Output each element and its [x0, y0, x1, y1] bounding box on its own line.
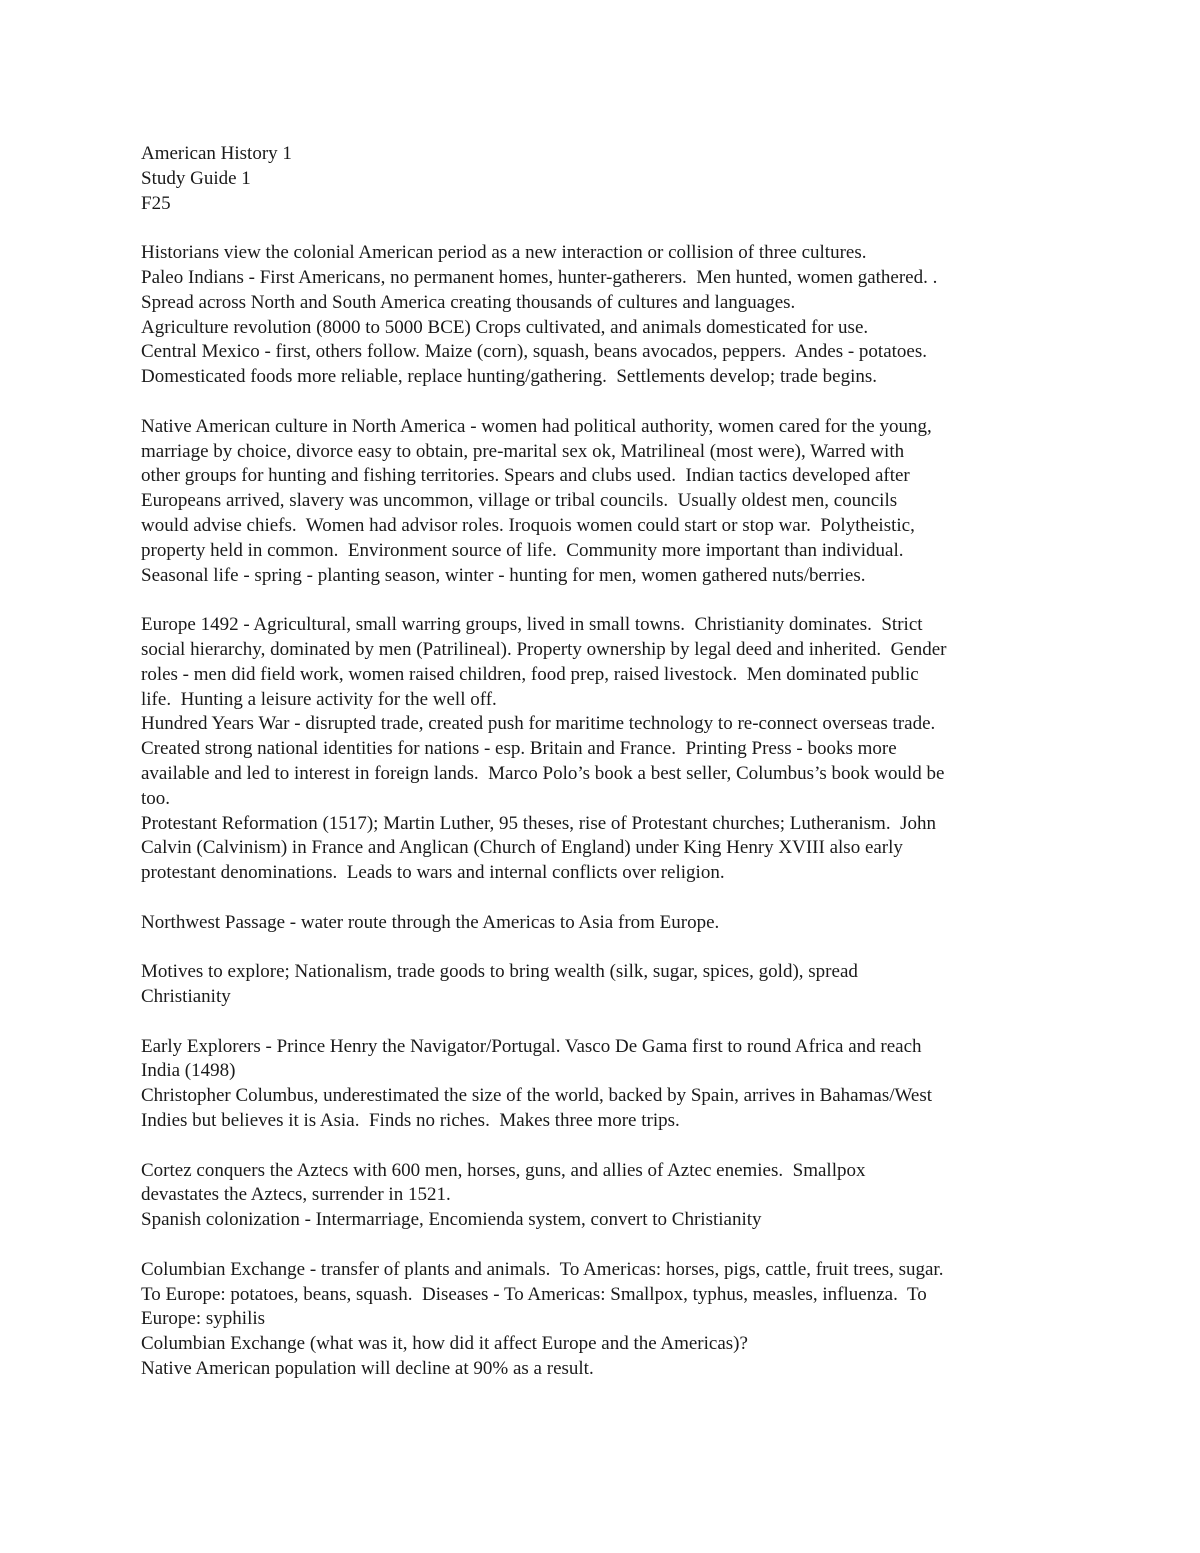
- spacer: [141, 1134, 1071, 1159]
- text-line: Native American culture in North America - women had political authority, women cared for the young,: [141, 415, 932, 437]
- text-line: Christianity: [141, 986, 231, 1008]
- text-line: Europe 1492 - Agricultural, small warring groups, lived in small towns. Christianity dominates. Strict: [141, 614, 923, 636]
- text-line: social hierarchy, dominated by men (Patrilineal). Property ownership by legal deed and inherited. Gender: [141, 638, 947, 660]
- text-line: Europe: syphilis: [141, 1308, 266, 1330]
- paragraph-europe-1492: [141, 613, 1071, 886]
- spacer: [141, 1010, 1071, 1035]
- text-line: available and led to interest in foreign lands. Marco Polo’s book a best seller, Columbus’s book would be: [141, 762, 945, 784]
- text-line: Cortez conquers the Aztecs with 600 men, horses, guns, and allies of Aztec enemies. Smallpox: [141, 1159, 866, 1181]
- text-line: Spread across North and South America creating thousands of cultures and languages.: [141, 291, 796, 313]
- document-body: [141, 142, 1071, 1382]
- spacer: [141, 216, 1071, 241]
- paragraph-early-explorers: [141, 1035, 1071, 1134]
- text-line: Domesticated foods more reliable, replace hunting/gathering. Settlements develop; trade begins.: [141, 366, 878, 388]
- paragraph-intro: [141, 241, 1071, 390]
- text-line: Protestant Reformation (1517); Martin Luther, 95 theses, rise of Protestant churches; Lutheranism. John: [141, 812, 936, 834]
- text-line: Created strong national identities for nations - esp. Britain and France. Printing Press - books more: [141, 738, 897, 760]
- text-line: Native American population will decline at 90% as a result.: [141, 1358, 594, 1380]
- text-line: marriage by choice, divorce easy to obtain, pre-marital sex ok, Matrilineal (most were), Warred with: [141, 440, 905, 462]
- spacer: [141, 390, 1071, 415]
- text-line: property held in common. Environment source of life. Community more important than individual.: [141, 539, 904, 561]
- text-line: life. Hunting a leisure activity for the well off.: [141, 688, 497, 710]
- text-line: Seasonal life - spring - planting season, winter - hunting for men, women gathered nuts/berries.: [141, 564, 866, 586]
- text-line: To Europe: potatoes, beans, squash. Diseases - To Americas: Smallpox, typhus, measles, influenza. To: [141, 1283, 927, 1305]
- term-label: F25: [141, 192, 171, 214]
- guide-title: Study Guide 1: [141, 167, 251, 189]
- text-line: Hundred Years War - disrupted trade, created push for maritime technology to re-connect overseas trade.: [141, 713, 936, 735]
- text-line: Columbian Exchange (what was it, how did it affect Europe and the Americas)?: [141, 1333, 748, 1355]
- text-line: Northwest Passage - water route through the Americas to Asia from Europe.: [141, 911, 720, 933]
- text-line: other groups for hunting and fishing territories. Spears and clubs used. Indian tactics developed after: [141, 465, 910, 487]
- text-line: Spanish colonization - Intermarriage, Encomienda system, convert to Christianity: [141, 1209, 762, 1231]
- text-line: Christopher Columbus, underestimated the size of the world, backed by Spain, arrives in Bahamas/West: [141, 1085, 933, 1107]
- text-line: roles - men did field work, women raised children, food prep, raised livestock. Men dominated public: [141, 663, 919, 685]
- text-line: Early Explorers - Prince Henry the Navigator/Portugal. Vasco De Gama first to round Africa and reach: [141, 1035, 922, 1057]
- paragraph-cortez: [141, 1159, 1071, 1233]
- text-line: Central Mexico - first, others follow. Maize (corn), squash, beans avocados, peppers. Andes - potatoes.: [141, 341, 927, 363]
- paragraph-columbian-exchange: [141, 1258, 1071, 1382]
- text-line: too.: [141, 787, 171, 809]
- text-line: Europeans arrived, slavery was uncommon, village or tribal councils. Usually oldest men, councils: [141, 490, 898, 512]
- course-title: American History 1: [141, 143, 292, 164]
- paragraph-northwest-passage: [141, 911, 1071, 936]
- text-line: India (1498): [141, 1060, 236, 1082]
- text-line: devastates the Aztecs, surrender in 1521.: [141, 1184, 451, 1206]
- spacer: [141, 588, 1071, 613]
- text-line: Columbian Exchange - transfer of plants and animals. To Americas: horses, pigs, cattle, fruit trees, sugar.: [141, 1258, 944, 1280]
- paragraph-native-american-culture: [141, 415, 1071, 589]
- text-line: Paleo Indians - First Americans, no permanent homes, hunter-gatherers. Men hunted, women gathered. .: [141, 266, 938, 288]
- text-line: protestant denominations. Leads to wars and internal conflicts over religion.: [141, 862, 725, 884]
- spacer: [141, 936, 1071, 961]
- text-line: Agriculture revolution (8000 to 5000 BCE) Crops cultivated, and animals domesticated for use.: [141, 316, 869, 338]
- text-line: Motives to explore; Nationalism, trade goods to bring wealth (silk, sugar, spices, gold), spread: [141, 961, 858, 983]
- spacer: [141, 1233, 1071, 1258]
- text-line: Indies but believes it is Asia. Finds no riches. Makes three more trips.: [141, 1110, 680, 1132]
- paragraph-motives: [141, 960, 1071, 1010]
- document-header: [141, 142, 1071, 216]
- text-line: would advise chiefs. Women had advisor roles. Iroquois women could start or stop war. Polytheistic,: [141, 514, 915, 536]
- text-line: Historians view the colonial American period as a new interaction or collision of three cultures.: [141, 242, 867, 264]
- spacer: [141, 886, 1071, 911]
- text-line: Calvin (Calvinism) in France and Anglican (Church of England) under King Henry XVIII also early: [141, 837, 903, 859]
